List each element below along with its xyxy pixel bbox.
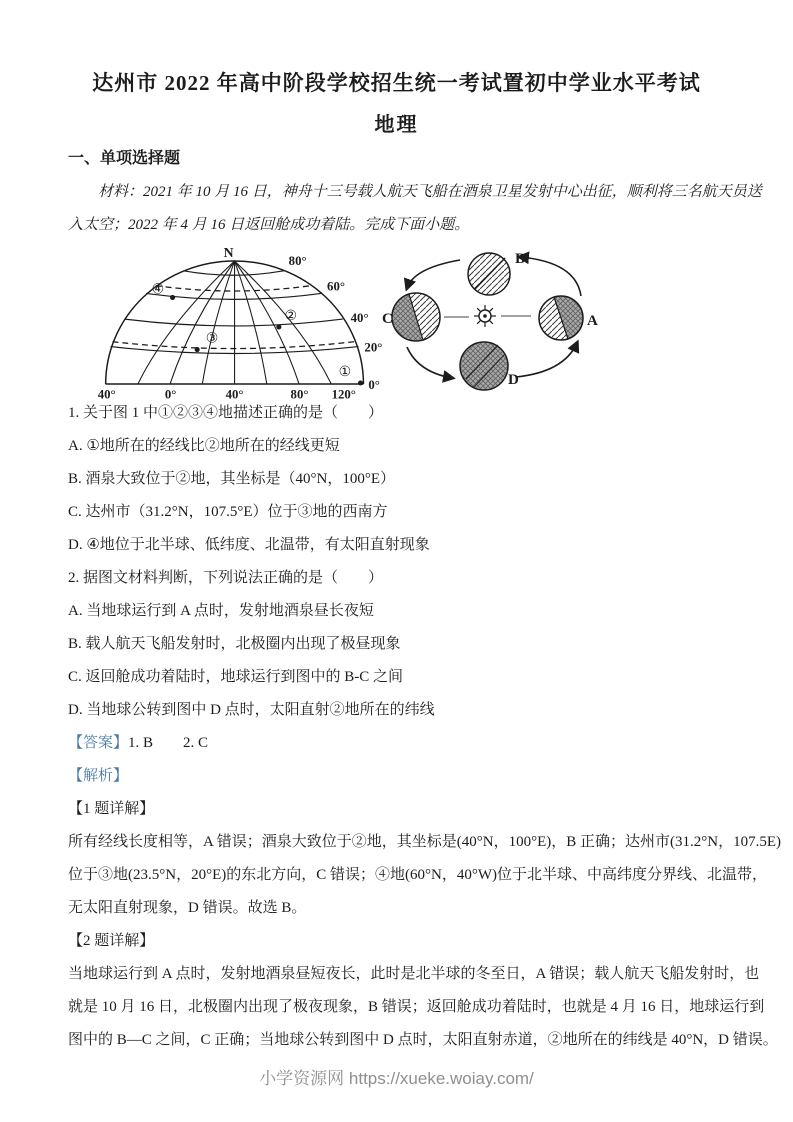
point-3-dot [195, 347, 200, 352]
earth-position-b [468, 253, 510, 295]
question-1-option-a: A. ①地所在的经线比②地所在的经线更短 [68, 438, 340, 454]
arctic-circle-dashed-line [156, 286, 311, 291]
material-line: 入太空；2022 年 4 月 16 日返回舱成功着陆。完成下面小题。 [68, 217, 470, 233]
detail-2-label: 【2 题详解】 [68, 933, 155, 949]
point-4-dot [170, 295, 175, 300]
detail-2-line: 就是 10 月 16 日，北极圈内出现了极夜现象，B 错误；返回舱成功着陆时，也就是 4 月 16 日，地球运行到 [68, 999, 765, 1015]
earth-position-a [539, 296, 583, 340]
earth-position-c [392, 293, 440, 341]
question-1-stem: 1. 关于图 1 中①②③④地描述正确的是（ ） [68, 405, 384, 421]
footer-watermark: 小学资源网 https://xueke.woiay.com/ [259, 1069, 534, 1088]
question-1-option-b: B. 酒泉大致位于②地，其坐标是（40°N，100°E） [68, 471, 395, 487]
lat-label-60: 60° [327, 279, 345, 294]
sun-icon [474, 305, 496, 327]
material-line: 材料：2021 年 10 月 16 日，神舟十三号载人航天飞船在酒泉卫星发射中心出征，顺利将三名航天员送 [98, 184, 762, 200]
detail-2-line: 图中的 B—C 之间，C 正确；当地球公转到图中 D 点时，太阳直射赤道，②地所在的纬线是 40°N，D 错误。 [68, 1032, 778, 1048]
orbit-label-a: A [587, 313, 598, 329]
tropic-dashed-line [113, 342, 355, 349]
lat-label-40: 40° [350, 311, 369, 325]
orbit-arrow-b-to-c [407, 260, 460, 288]
questions-and-analysis [68, 397, 781, 1057]
orbit-label-c: C [382, 311, 393, 327]
orbit-arrow-d-to-a [516, 343, 577, 377]
detail-1-line: 所有经线长度相等，A 错误；酒泉大致位于②地，其坐标是(40°N，100°E)，B 正确；达州市(31.2°N，107.5E) [68, 834, 781, 850]
detail-2-line: 当地球运行到 A 点时，发射地酒泉昼短夜长，此时是北半球的冬至日，A 错误；载人航天飞船发射时，也 [68, 966, 760, 982]
answer-text: 1. B 2. C [128, 735, 209, 751]
lon-label-40w: 40° [97, 387, 116, 401]
question-1-option-c: C. 达州市（31.2°N，107.5°E）位于③地的西南方 [68, 504, 388, 520]
question-2-stem: 2. 据图文材料判断，下列说法正确的是（ ） [68, 570, 384, 586]
lat-label-0: 0° [368, 377, 380, 392]
question-2-option-c: C. 返回舱成功着陆时，地球运行到图中的 B-C 之间 [68, 669, 404, 685]
point-1-dot [358, 380, 363, 385]
page-title: 达州市 2022 年高中阶段学校招生统一考试置初中学业水平考试 [92, 71, 701, 95]
point-2-dot [276, 324, 281, 329]
question-1-option-d: D. ④地位于北半球、低纬度、北温带，有太阳直射现象 [68, 537, 430, 553]
page-subtitle: 地理 [374, 114, 419, 136]
north-pole-label: N [223, 245, 234, 261]
section-heading: 一、单项选择题 [68, 150, 181, 167]
orbit-label-d: D [508, 372, 519, 388]
point-4-label: ④ [151, 281, 164, 297]
lon-label-40e: 40° [225, 387, 244, 401]
figures-band [0, 241, 793, 401]
lon-label-0: 0° [164, 387, 177, 401]
lat-label-20: 20° [364, 340, 383, 355]
question-2-option-a: A. 当地球运行到 A 点时，发射地酒泉昼长夜短 [68, 603, 374, 619]
question-2-option-d: D. 当地球公转到图中 D 点时，太阳直射②地所在的纬线 [68, 702, 435, 718]
point-2-label: ② [284, 308, 297, 324]
point-3-label: ③ [205, 330, 219, 346]
question-2-option-b: B. 载人航天飞船发射时，北极圈内出现了极昼现象 [68, 636, 401, 652]
lat-label-80: 80° [288, 253, 307, 268]
point-1-label: ① [338, 364, 351, 380]
material-paragraph [68, 175, 762, 241]
hemisphere-grid-figure [86, 243, 391, 401]
lon-label-80e: 80° [290, 387, 309, 401]
orbit-arrow-a-to-b [520, 257, 581, 296]
answer-label: 【答案】 [68, 735, 129, 751]
answer-line [68, 727, 727, 760]
analysis-label: 【解析】 [68, 768, 129, 784]
detail-1-label: 【1 题详解】 [68, 801, 155, 817]
earth-position-d [460, 342, 508, 390]
lon-label-120e: 120° [331, 387, 356, 401]
detail-1-line: 无太阳直射现象，D 错误。故选 B。 [68, 900, 307, 916]
detail-1-line: 位于③地(23.5°N，20°E)的东北方向，C 错误；④地(60°N，40°W)位于北半球、中高纬度分界线、北温带， [68, 867, 767, 883]
orbit-arrow-c-to-d [407, 347, 452, 378]
orbit-label-b: B [515, 251, 526, 267]
earth-orbit-figure [377, 241, 619, 399]
